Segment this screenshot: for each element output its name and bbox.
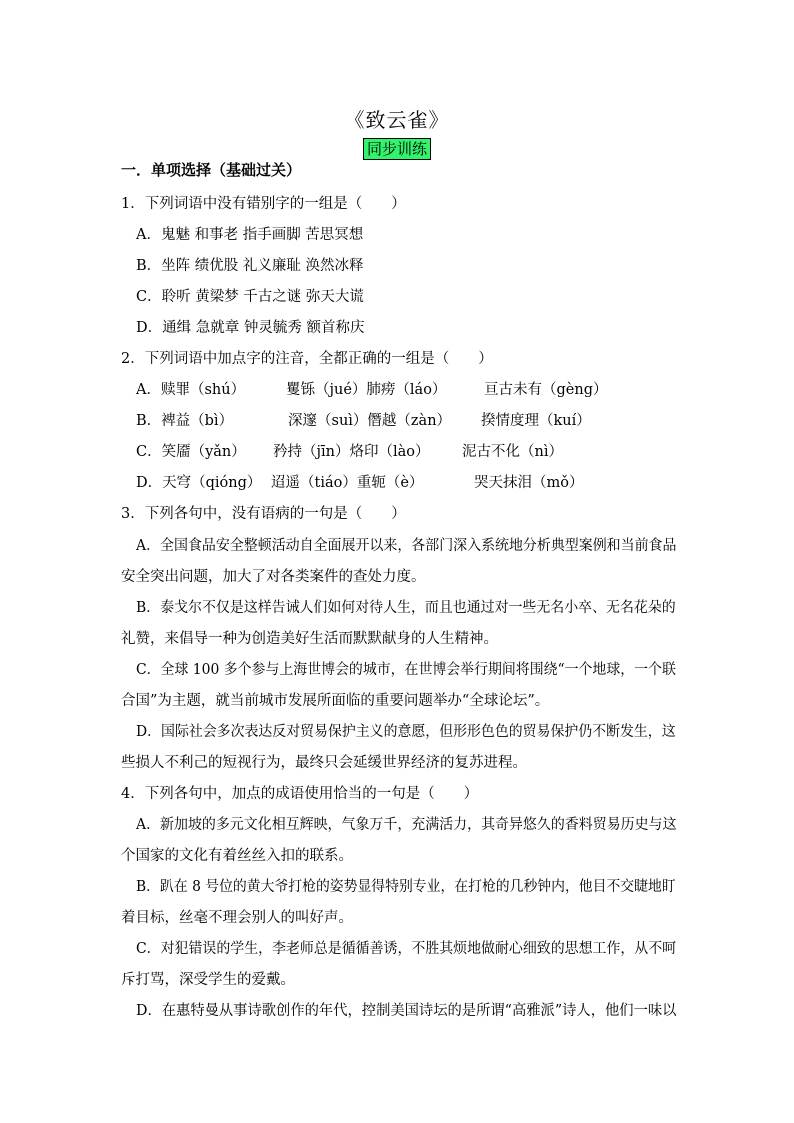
q1-option-a: A．鬼魅 和事老 指手画脚 苦思冥想 (136, 227, 364, 243)
q2-option-b-2: 深邃（suì）僭越（zàn） (288, 413, 452, 429)
page-title: 《致云雀》 (344, 108, 450, 132)
q4-option-d-line1: D．在惠特曼从事诗歌创作的年代，控制美国诗坛的是所谓“高雅派”诗人，他们一味以 (136, 1003, 677, 1019)
q1-option-c: C．聆听 黄梁梦 千古之谜 弥天大谎 (136, 289, 364, 305)
q2-option-d-3: 哭天抹泪（mǒ） (474, 475, 584, 491)
badge-wrap (0, 138, 794, 160)
q3-stem: 3．下列各句中，没有语病的一句是（ ） (121, 506, 406, 522)
q4-option-c-line2: 斥打骂，深受学生的爱戴。 (121, 972, 295, 988)
q1-option-d: D．通缉 急就章 钟灵毓秀 额首称庆 (136, 320, 365, 336)
q2-stem: 2．下列词语中加点字的注音，全都正确的一组是（ ） (121, 351, 493, 367)
q1-stem: 1．下列词语中没有错别字的一组是（ ） (121, 196, 406, 212)
q4-option-a-line2: 个国家的文化有着丝丝入扣的联系。 (121, 848, 353, 864)
q2-option-c-2: 矜持（jīn）烙印（lào） (273, 444, 430, 460)
q4-stem: 4．下列各句中，加点的成语使用恰当的一句是（ ） (121, 786, 479, 802)
q2-option-a-3: 亘古未有（gèng） (484, 382, 608, 398)
q3-option-a-line1: A．全国食品安全整顿活动自全面展开以来，各部门深入系统地分析典型案例和当前食品 (136, 538, 677, 554)
sync-training-badge: 同步训练 (363, 138, 431, 160)
q3-option-d-line1: D．国际社会多次表达反对贸易保护主义的意愿，但形形色色的贸易保护仍不断发生，这 (136, 724, 676, 740)
q2-option-a-2: 矍铄（jué）肺痨（láo） (286, 382, 447, 398)
q3-option-b-line2: 礼赞，来倡导一种为创造美好生活而默默献身的人生精神。 (121, 631, 498, 647)
q3-option-d-line2: 些损人不利己的短视行为，最终只会延缓世界经济的复苏进程。 (121, 755, 527, 771)
q2-option-d-1: D．天穹（qióng） (136, 475, 262, 491)
section-heading: 一．单项选择（基础过关） (121, 161, 302, 179)
q3-option-c-line2: 合国”为主题，就当前城市发展所面临的重要问题举办“全球论坛”。 (121, 693, 550, 709)
q2-option-c-3: 泥古不化（nì） (462, 444, 563, 460)
q1-option-b: B．坐阵 绩优股 礼义廉耻 涣然冰释 (136, 258, 364, 274)
q4-option-c-line1: C．对犯错误的学生，李老师总是循循善诱，不胜其烦地做耐心细致的思想工作，从不呵 (136, 941, 677, 957)
q2-option-a-1: A．赎罪（shú） (136, 382, 246, 398)
q2-option-b-3: 揆情度理（kuí） (481, 413, 591, 429)
q3-option-c-line1: C．全球 100 多个参与上海世博会的城市，在世博会举行期间将围绕“一个地球，一个联 (136, 662, 676, 678)
q3-option-b-line1: B．泰戈尔不仅是这样告诫人们如何对待人生，而且也通过对一些无名小卒、无名花朵的 (136, 600, 676, 616)
q4-option-b-line2: 着目标，丝毫不理会别人的叫好声。 (121, 910, 353, 926)
q3-option-a-line2: 安全突出问题，加大了对各类案件的查处力度。 (121, 569, 426, 585)
q2-option-d-2: 迢遥（tiáo）重轭（è） (271, 475, 424, 491)
q4-option-a-line1: A．新加坡的多元文化相互辉映，气象万千，充满活力，其奇异悠久的香料贸易历史与这 (136, 817, 677, 833)
q4-option-b-line1: B．趴在 8 号位的黄大爷打枪的姿势显得特别专业，在打枪的几秒钟内，他目不交睫地盯 (136, 879, 676, 895)
q2-option-b-1: B．裨益（bì） (136, 413, 234, 429)
q2-option-c-1: C．笑靥（yǎn） (136, 444, 246, 460)
